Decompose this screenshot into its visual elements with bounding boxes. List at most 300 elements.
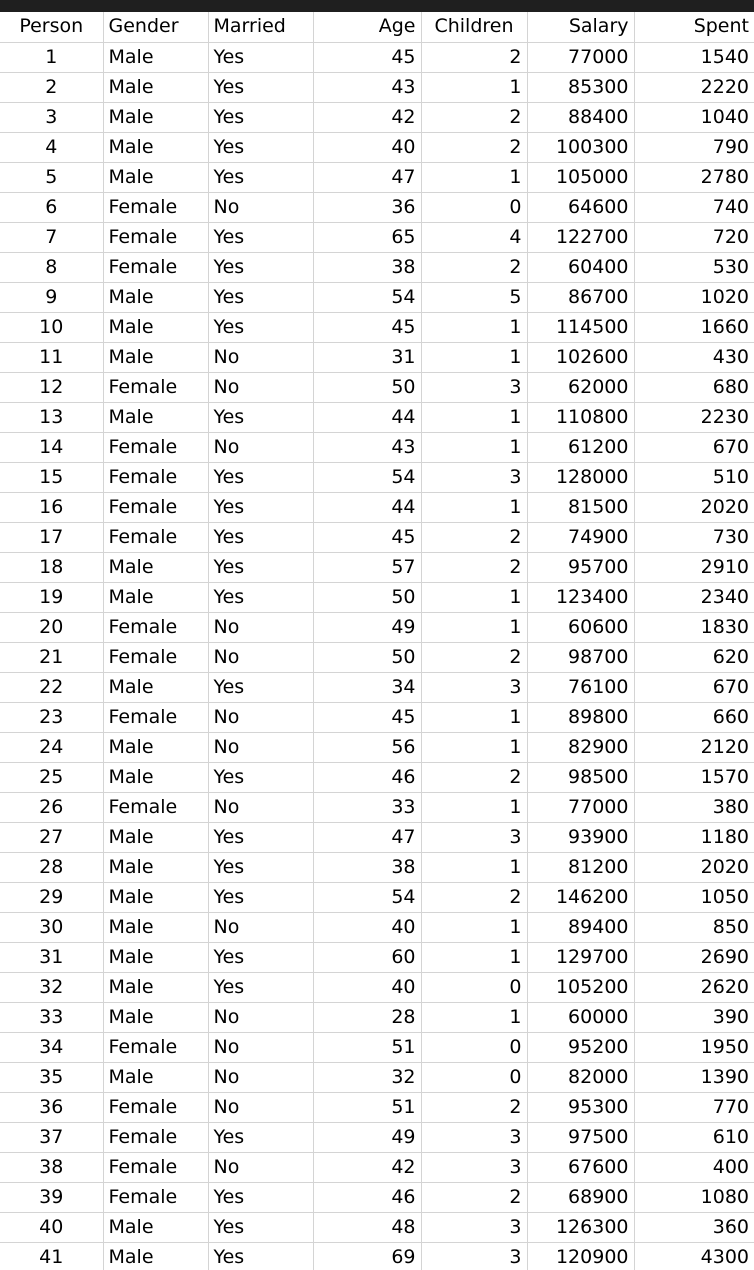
cell-spent[interactable]: 1390 [634, 1062, 754, 1092]
cell-married[interactable]: No [208, 702, 313, 732]
cell-age[interactable]: 38 [313, 852, 421, 882]
cell-age[interactable]: 36 [313, 192, 421, 222]
cell-age[interactable]: 46 [313, 762, 421, 792]
cell-married[interactable]: No [208, 1152, 313, 1182]
cell-salary[interactable]: 60600 [527, 612, 634, 642]
cell-spent[interactable]: 1660 [634, 312, 754, 342]
table-row [0, 1002, 754, 1032]
cell-spent[interactable]: 360 [634, 1212, 754, 1242]
cell-age[interactable]: 48 [313, 1212, 421, 1242]
cell-person[interactable]: 31 [0, 942, 103, 972]
cell-married[interactable]: Yes [208, 1212, 313, 1242]
cell-salary[interactable]: 60000 [527, 1002, 634, 1032]
cell-gender[interactable]: Male [103, 822, 208, 852]
cell-salary[interactable]: 68900 [527, 1182, 634, 1212]
cell-spent[interactable]: 510 [634, 462, 754, 492]
data-table [0, 12, 754, 1270]
cell-children[interactable]: 2 [421, 1182, 527, 1212]
column-header-children[interactable]: Children [421, 12, 527, 42]
cell-age[interactable]: 28 [313, 1002, 421, 1032]
cell-married[interactable]: Yes [208, 462, 313, 492]
cell-salary[interactable]: 120900 [527, 1242, 634, 1270]
cell-gender[interactable]: Male [103, 102, 208, 132]
cell-married[interactable]: No [208, 1092, 313, 1122]
cell-person[interactable]: 13 [0, 402, 103, 432]
cell-salary[interactable]: 67600 [527, 1152, 634, 1182]
cell-married[interactable]: Yes [208, 42, 313, 72]
cell-spent[interactable]: 2230 [634, 402, 754, 432]
cell-salary[interactable]: 74900 [527, 522, 634, 552]
cell-age[interactable]: 49 [313, 612, 421, 642]
cell-children[interactable]: 1 [421, 912, 527, 942]
cell-children[interactable]: 2 [421, 42, 527, 72]
cell-person[interactable]: 10 [0, 312, 103, 342]
cell-married[interactable]: No [208, 192, 313, 222]
cell-age[interactable]: 49 [313, 1122, 421, 1152]
cell-married[interactable]: Yes [208, 72, 313, 102]
cell-person[interactable]: 28 [0, 852, 103, 882]
cell-person[interactable]: 12 [0, 372, 103, 402]
cell-spent[interactable]: 790 [634, 132, 754, 162]
cell-children[interactable]: 2 [421, 762, 527, 792]
cell-gender[interactable]: Female [103, 432, 208, 462]
cell-children[interactable]: 2 [421, 642, 527, 672]
cell-age[interactable]: 54 [313, 882, 421, 912]
cell-spent[interactable]: 1040 [634, 102, 754, 132]
cell-salary[interactable]: 60400 [527, 252, 634, 282]
cell-spent[interactable]: 620 [634, 642, 754, 672]
cell-children[interactable]: 2 [421, 132, 527, 162]
cell-children[interactable]: 0 [421, 972, 527, 1002]
cell-age[interactable]: 45 [313, 42, 421, 72]
cell-salary[interactable]: 89400 [527, 912, 634, 942]
cell-person[interactable]: 27 [0, 822, 103, 852]
cell-salary[interactable]: 97500 [527, 1122, 634, 1152]
cell-person[interactable]: 20 [0, 612, 103, 642]
cell-married[interactable]: Yes [208, 582, 313, 612]
cell-person[interactable]: 41 [0, 1242, 103, 1270]
cell-children[interactable]: 1 [421, 162, 527, 192]
cell-person[interactable]: 29 [0, 882, 103, 912]
cell-salary[interactable]: 146200 [527, 882, 634, 912]
cell-spent[interactable]: 1180 [634, 822, 754, 852]
cell-spent[interactable]: 430 [634, 342, 754, 372]
cell-spent[interactable]: 4300 [634, 1242, 754, 1270]
cell-salary[interactable]: 128000 [527, 462, 634, 492]
cell-person[interactable]: 5 [0, 162, 103, 192]
cell-gender[interactable]: Male [103, 282, 208, 312]
cell-gender[interactable]: Male [103, 552, 208, 582]
cell-married[interactable]: Yes [208, 102, 313, 132]
cell-person[interactable]: 6 [0, 192, 103, 222]
cell-age[interactable]: 40 [313, 132, 421, 162]
cell-salary[interactable]: 77000 [527, 42, 634, 72]
cell-person[interactable]: 38 [0, 1152, 103, 1182]
cell-spent[interactable]: 2340 [634, 582, 754, 612]
cell-children[interactable]: 3 [421, 372, 527, 402]
cell-married[interactable]: Yes [208, 522, 313, 552]
cell-children[interactable]: 1 [421, 492, 527, 522]
cell-married[interactable]: Yes [208, 492, 313, 522]
cell-person[interactable]: 11 [0, 342, 103, 372]
cell-married[interactable]: Yes [208, 282, 313, 312]
cell-person[interactable]: 25 [0, 762, 103, 792]
cell-spent[interactable]: 740 [634, 192, 754, 222]
cell-age[interactable]: 31 [313, 342, 421, 372]
cell-gender[interactable]: Male [103, 972, 208, 1002]
cell-salary[interactable]: 76100 [527, 672, 634, 702]
cell-children[interactable]: 2 [421, 552, 527, 582]
cell-children[interactable]: 1 [421, 732, 527, 762]
cell-salary[interactable]: 98700 [527, 642, 634, 672]
cell-salary[interactable]: 61200 [527, 432, 634, 462]
cell-gender[interactable]: Male [103, 132, 208, 162]
cell-age[interactable]: 47 [313, 822, 421, 852]
cell-married[interactable]: Yes [208, 852, 313, 882]
cell-gender[interactable]: Male [103, 672, 208, 702]
cell-salary[interactable]: 100300 [527, 132, 634, 162]
cell-spent[interactable]: 670 [634, 432, 754, 462]
cell-salary[interactable]: 129700 [527, 942, 634, 972]
cell-married[interactable]: Yes [208, 822, 313, 852]
cell-married[interactable]: No [208, 642, 313, 672]
cell-gender[interactable]: Female [103, 792, 208, 822]
cell-children[interactable]: 4 [421, 222, 527, 252]
cell-gender[interactable]: Female [103, 612, 208, 642]
table-row [0, 492, 754, 522]
cell-married[interactable]: Yes [208, 972, 313, 1002]
cell-salary[interactable]: 95300 [527, 1092, 634, 1122]
cell-spent[interactable]: 380 [634, 792, 754, 822]
cell-person[interactable]: 23 [0, 702, 103, 732]
cell-gender[interactable]: Female [103, 222, 208, 252]
cell-children[interactable]: 0 [421, 192, 527, 222]
cell-spent[interactable]: 1080 [634, 1182, 754, 1212]
cell-spent[interactable]: 1540 [634, 42, 754, 72]
cell-salary[interactable]: 81200 [527, 852, 634, 882]
cell-person[interactable]: 14 [0, 432, 103, 462]
cell-age[interactable]: 46 [313, 1182, 421, 1212]
cell-married[interactable]: Yes [208, 1122, 313, 1152]
cell-married[interactable]: No [208, 432, 313, 462]
cell-salary[interactable]: 81500 [527, 492, 634, 522]
cell-spent[interactable]: 1020 [634, 282, 754, 312]
cell-gender[interactable]: Male [103, 1242, 208, 1270]
cell-person[interactable]: 15 [0, 462, 103, 492]
table-row [0, 582, 754, 612]
cell-spent[interactable]: 1950 [634, 1032, 754, 1062]
cell-spent[interactable]: 2620 [634, 972, 754, 1002]
cell-married[interactable]: No [208, 732, 313, 762]
cell-age[interactable]: 56 [313, 732, 421, 762]
cell-salary[interactable]: 89800 [527, 702, 634, 732]
cell-children[interactable]: 2 [421, 882, 527, 912]
cell-salary[interactable]: 110800 [527, 402, 634, 432]
cell-married[interactable]: Yes [208, 552, 313, 582]
cell-gender[interactable]: Female [103, 252, 208, 282]
cell-gender[interactable]: Male [103, 342, 208, 372]
cell-children[interactable]: 1 [421, 312, 527, 342]
cell-children[interactable]: 0 [421, 1032, 527, 1062]
cell-age[interactable]: 38 [313, 252, 421, 282]
cell-gender[interactable]: Male [103, 1062, 208, 1092]
cell-children[interactable]: 2 [421, 1092, 527, 1122]
cell-spent[interactable]: 670 [634, 672, 754, 702]
cell-gender[interactable]: Female [103, 1122, 208, 1152]
cell-spent[interactable]: 390 [634, 1002, 754, 1032]
cell-age[interactable]: 51 [313, 1092, 421, 1122]
cell-gender[interactable]: Male [103, 1002, 208, 1032]
cell-age[interactable]: 65 [313, 222, 421, 252]
cell-children[interactable]: 1 [421, 702, 527, 732]
cell-person[interactable]: 37 [0, 1122, 103, 1152]
cell-age[interactable]: 47 [313, 162, 421, 192]
cell-gender[interactable]: Male [103, 942, 208, 972]
cell-age[interactable]: 40 [313, 912, 421, 942]
cell-person[interactable]: 7 [0, 222, 103, 252]
cell-age[interactable]: 60 [313, 942, 421, 972]
cell-married[interactable]: Yes [208, 132, 313, 162]
cell-salary[interactable]: 105000 [527, 162, 634, 192]
cell-children[interactable]: 1 [421, 432, 527, 462]
cell-person[interactable]: 26 [0, 792, 103, 822]
cell-salary[interactable]: 93900 [527, 822, 634, 852]
cell-age[interactable]: 45 [313, 312, 421, 342]
cell-gender[interactable]: Female [103, 372, 208, 402]
cell-person[interactable]: 39 [0, 1182, 103, 1212]
cell-person[interactable]: 17 [0, 522, 103, 552]
cell-age[interactable]: 50 [313, 372, 421, 402]
cell-person[interactable]: 3 [0, 102, 103, 132]
cell-person[interactable]: 8 [0, 252, 103, 282]
cell-gender[interactable]: Male [103, 732, 208, 762]
cell-spent[interactable]: 2120 [634, 732, 754, 762]
cell-spent[interactable]: 1050 [634, 882, 754, 912]
cell-person[interactable]: 33 [0, 1002, 103, 1032]
cell-children[interactable]: 2 [421, 102, 527, 132]
cell-married[interactable]: Yes [208, 942, 313, 972]
cell-married[interactable]: No [208, 612, 313, 642]
cell-spent[interactable]: 2020 [634, 852, 754, 882]
cell-gender[interactable]: Female [103, 1092, 208, 1122]
cell-married[interactable]: Yes [208, 882, 313, 912]
cell-age[interactable]: 34 [313, 672, 421, 702]
cell-married[interactable]: Yes [208, 312, 313, 342]
cell-married[interactable]: Yes [208, 1182, 313, 1212]
cell-age[interactable]: 42 [313, 102, 421, 132]
cell-person[interactable]: 9 [0, 282, 103, 312]
cell-gender[interactable]: Male [103, 762, 208, 792]
cell-gender[interactable]: Female [103, 702, 208, 732]
cell-spent[interactable]: 530 [634, 252, 754, 282]
cell-person[interactable]: 24 [0, 732, 103, 762]
cell-person[interactable]: 4 [0, 132, 103, 162]
cell-children[interactable]: 2 [421, 522, 527, 552]
table-row [0, 702, 754, 732]
cell-married[interactable]: No [208, 1002, 313, 1032]
cell-married[interactable]: Yes [208, 222, 313, 252]
cell-children[interactable]: 1 [421, 942, 527, 972]
cell-married[interactable]: Yes [208, 252, 313, 282]
cell-gender[interactable]: Female [103, 492, 208, 522]
cell-salary[interactable]: 95200 [527, 1032, 634, 1062]
cell-gender[interactable]: Male [103, 402, 208, 432]
cell-spent[interactable]: 1830 [634, 612, 754, 642]
cell-age[interactable]: 54 [313, 282, 421, 312]
column-header-salary[interactable]: Salary [527, 12, 634, 42]
cell-gender[interactable]: Female [103, 522, 208, 552]
cell-married[interactable]: Yes [208, 672, 313, 702]
cell-gender[interactable]: Male [103, 312, 208, 342]
cell-person[interactable]: 16 [0, 492, 103, 522]
cell-person[interactable]: 34 [0, 1032, 103, 1062]
cell-spent[interactable]: 2690 [634, 942, 754, 972]
cell-person[interactable]: 30 [0, 912, 103, 942]
cell-married[interactable]: Yes [208, 162, 313, 192]
cell-salary[interactable]: 123400 [527, 582, 634, 612]
cell-age[interactable]: 44 [313, 402, 421, 432]
cell-children[interactable]: 1 [421, 612, 527, 642]
cell-gender[interactable]: Female [103, 1032, 208, 1062]
cell-spent[interactable]: 850 [634, 912, 754, 942]
cell-gender[interactable]: Female [103, 1182, 208, 1212]
cell-age[interactable]: 57 [313, 552, 421, 582]
table-row [0, 192, 754, 222]
cell-spent[interactable]: 2220 [634, 72, 754, 102]
cell-spent[interactable]: 610 [634, 1122, 754, 1152]
cell-salary[interactable]: 62000 [527, 372, 634, 402]
cell-married[interactable]: Yes [208, 1242, 313, 1270]
cell-salary[interactable]: 114500 [527, 312, 634, 342]
cell-person[interactable]: 40 [0, 1212, 103, 1242]
cell-spent[interactable]: 2910 [634, 552, 754, 582]
cell-age[interactable]: 51 [313, 1032, 421, 1062]
cell-children[interactable]: 1 [421, 72, 527, 102]
cell-gender[interactable]: Male [103, 72, 208, 102]
cell-children[interactable]: 3 [421, 1122, 527, 1152]
cell-children[interactable]: 3 [421, 1242, 527, 1270]
column-header-married[interactable]: Married [208, 12, 313, 42]
cell-spent[interactable]: 400 [634, 1152, 754, 1182]
cell-age[interactable]: 32 [313, 1062, 421, 1092]
cell-married[interactable]: No [208, 342, 313, 372]
cell-age[interactable]: 40 [313, 972, 421, 1002]
cell-gender[interactable]: Male [103, 912, 208, 942]
cell-age[interactable]: 42 [313, 1152, 421, 1182]
cell-spent[interactable]: 2780 [634, 162, 754, 192]
column-header-spent[interactable]: Spent [634, 12, 754, 42]
cell-salary[interactable]: 82000 [527, 1062, 634, 1092]
cell-spent[interactable]: 680 [634, 372, 754, 402]
cell-married[interactable]: No [208, 372, 313, 402]
cell-gender[interactable]: Female [103, 462, 208, 492]
cell-children[interactable]: 3 [421, 1212, 527, 1242]
cell-gender[interactable]: Male [103, 42, 208, 72]
cell-gender[interactable]: Male [103, 1212, 208, 1242]
cell-children[interactable]: 1 [421, 792, 527, 822]
cell-spent[interactable]: 2020 [634, 492, 754, 522]
cell-married[interactable]: No [208, 912, 313, 942]
cell-age[interactable]: 43 [313, 432, 421, 462]
cell-children[interactable]: 3 [421, 462, 527, 492]
column-header-person[interactable]: Person [0, 12, 103, 42]
cell-spent[interactable]: 1570 [634, 762, 754, 792]
cell-age[interactable]: 45 [313, 702, 421, 732]
cell-salary[interactable]: 126300 [527, 1212, 634, 1242]
cell-age[interactable]: 54 [313, 462, 421, 492]
cell-person[interactable]: 32 [0, 972, 103, 1002]
cell-age[interactable]: 50 [313, 642, 421, 672]
cell-spent[interactable]: 770 [634, 1092, 754, 1122]
cell-age[interactable]: 50 [313, 582, 421, 612]
cell-salary[interactable]: 102600 [527, 342, 634, 372]
cell-children[interactable]: 1 [421, 342, 527, 372]
cell-children[interactable]: 0 [421, 1062, 527, 1092]
cell-gender[interactable]: Female [103, 642, 208, 672]
cell-age[interactable]: 33 [313, 792, 421, 822]
cell-person[interactable]: 2 [0, 72, 103, 102]
cell-married[interactable]: No [208, 792, 313, 822]
cell-salary[interactable]: 105200 [527, 972, 634, 1002]
cell-age[interactable]: 43 [313, 72, 421, 102]
cell-person[interactable]: 22 [0, 672, 103, 702]
cell-age[interactable]: 45 [313, 522, 421, 552]
cell-gender[interactable]: Male [103, 852, 208, 882]
cell-children[interactable]: 1 [421, 582, 527, 612]
cell-age[interactable]: 44 [313, 492, 421, 522]
cell-person[interactable]: 1 [0, 42, 103, 72]
cell-salary[interactable]: 98500 [527, 762, 634, 792]
cell-children[interactable]: 1 [421, 1002, 527, 1032]
cell-children[interactable]: 3 [421, 672, 527, 702]
cell-gender[interactable]: Male [103, 882, 208, 912]
cell-person[interactable]: 36 [0, 1092, 103, 1122]
cell-children[interactable]: 3 [421, 822, 527, 852]
cell-age[interactable]: 69 [313, 1242, 421, 1270]
cell-children[interactable]: 2 [421, 252, 527, 282]
cell-married[interactable]: Yes [208, 762, 313, 792]
cell-person[interactable]: 21 [0, 642, 103, 672]
cell-salary[interactable]: 85300 [527, 72, 634, 102]
cell-gender[interactable]: Female [103, 192, 208, 222]
cell-salary[interactable]: 77000 [527, 792, 634, 822]
cell-salary[interactable]: 86700 [527, 282, 634, 312]
cell-person[interactable]: 18 [0, 552, 103, 582]
cell-gender[interactable]: Female [103, 1152, 208, 1182]
cell-married[interactable]: Yes [208, 402, 313, 432]
cell-salary[interactable]: 88400 [527, 102, 634, 132]
cell-children[interactable]: 1 [421, 852, 527, 882]
cell-gender[interactable]: Male [103, 162, 208, 192]
cell-person[interactable]: 19 [0, 582, 103, 612]
cell-spent[interactable]: 720 [634, 222, 754, 252]
cell-married[interactable]: No [208, 1032, 313, 1062]
cell-children[interactable]: 1 [421, 402, 527, 432]
cell-salary[interactable]: 82900 [527, 732, 634, 762]
cell-gender[interactable]: Male [103, 582, 208, 612]
cell-person[interactable]: 35 [0, 1062, 103, 1092]
cell-salary[interactable]: 64600 [527, 192, 634, 222]
column-header-gender[interactable]: Gender [103, 12, 208, 42]
cell-children[interactable]: 3 [421, 1152, 527, 1182]
cell-children[interactable]: 5 [421, 282, 527, 312]
cell-spent[interactable]: 660 [634, 702, 754, 732]
cell-spent[interactable]: 730 [634, 522, 754, 552]
column-header-age[interactable]: Age [313, 12, 421, 42]
cell-salary[interactable]: 122700 [527, 222, 634, 252]
cell-salary[interactable]: 95700 [527, 552, 634, 582]
cell-married[interactable]: No [208, 1062, 313, 1092]
